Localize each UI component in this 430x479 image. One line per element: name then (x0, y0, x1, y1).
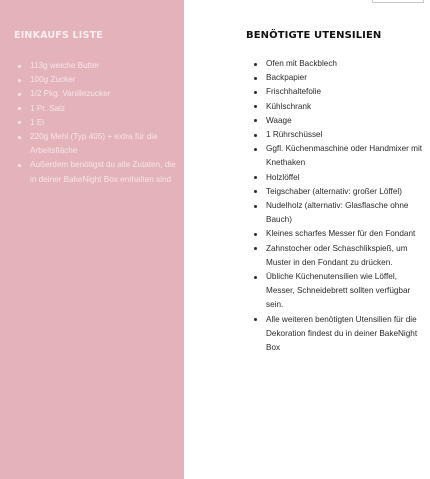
utensils-list-item: Kühlschrank (246, 100, 424, 114)
corner-box (372, 0, 424, 3)
shopping-list-item: Außerdem benötigst du alle Zutaten, die in deiner BakeNight Box enthalten sind (14, 158, 176, 186)
utensils-list-item: Übliche Küchenutensilien wie Löffel, Messer, Schneidebrett sollten verfügbar sein. (246, 270, 424, 313)
utensils-list-item: Alle weiteren benötigten Utensilien für die Dekoration findest du in deiner BakeNight Box (246, 313, 424, 356)
utensils-list-item: 1 Rührschüssel (246, 128, 424, 142)
utensils-list-item: Backpapier (246, 71, 424, 85)
utensils-list-item: Zahnstocher oder Schaschlikspieß, um Muster in den Fondant zu drücken. (246, 242, 424, 270)
utensils-list-item: Waage (246, 114, 424, 128)
shopping-list-item: 1 Ei (14, 116, 176, 130)
utensils-list-item: Holzlöffel (246, 171, 424, 185)
utensils-list-item: Teigschaber (alternativ: großer Löffel) (246, 185, 424, 199)
shopping-list-item: 113g weiche Butter (14, 59, 176, 73)
utensils-panel (184, 0, 430, 479)
shopping-list-title: EINKAUFS LISTE (14, 30, 103, 41)
shopping-list-panel (0, 0, 184, 479)
shopping-list-item: 1/2 Pkg. Vanillezucker (14, 87, 176, 101)
utensils-title: BENÖTIGTE UTENSILIEN (246, 30, 382, 41)
shopping-list-item: 100g Zucker (14, 73, 176, 87)
utensils-list-item: Ggfl. Küchenmaschine oder Handmixer mit Knethaken (246, 142, 424, 170)
utensils-list-item: Ofen mit Backblech (246, 57, 424, 71)
shopping-list (14, 59, 176, 187)
utensils-list-item: Nudelholz (alternativ: Glasflasche ohne Bauch) (246, 199, 424, 227)
utensils-list (246, 57, 424, 355)
shopping-list-item: 1 Pr. Salz (14, 102, 176, 116)
shopping-list-item: 220g Mehl (Typ 405) + extra für die Arbeitsfläche (14, 130, 176, 158)
utensils-list-item: Kleines scharfes Messer für den Fondant (246, 227, 424, 241)
utensils-list-item: Frischhaltefolie (246, 85, 424, 99)
